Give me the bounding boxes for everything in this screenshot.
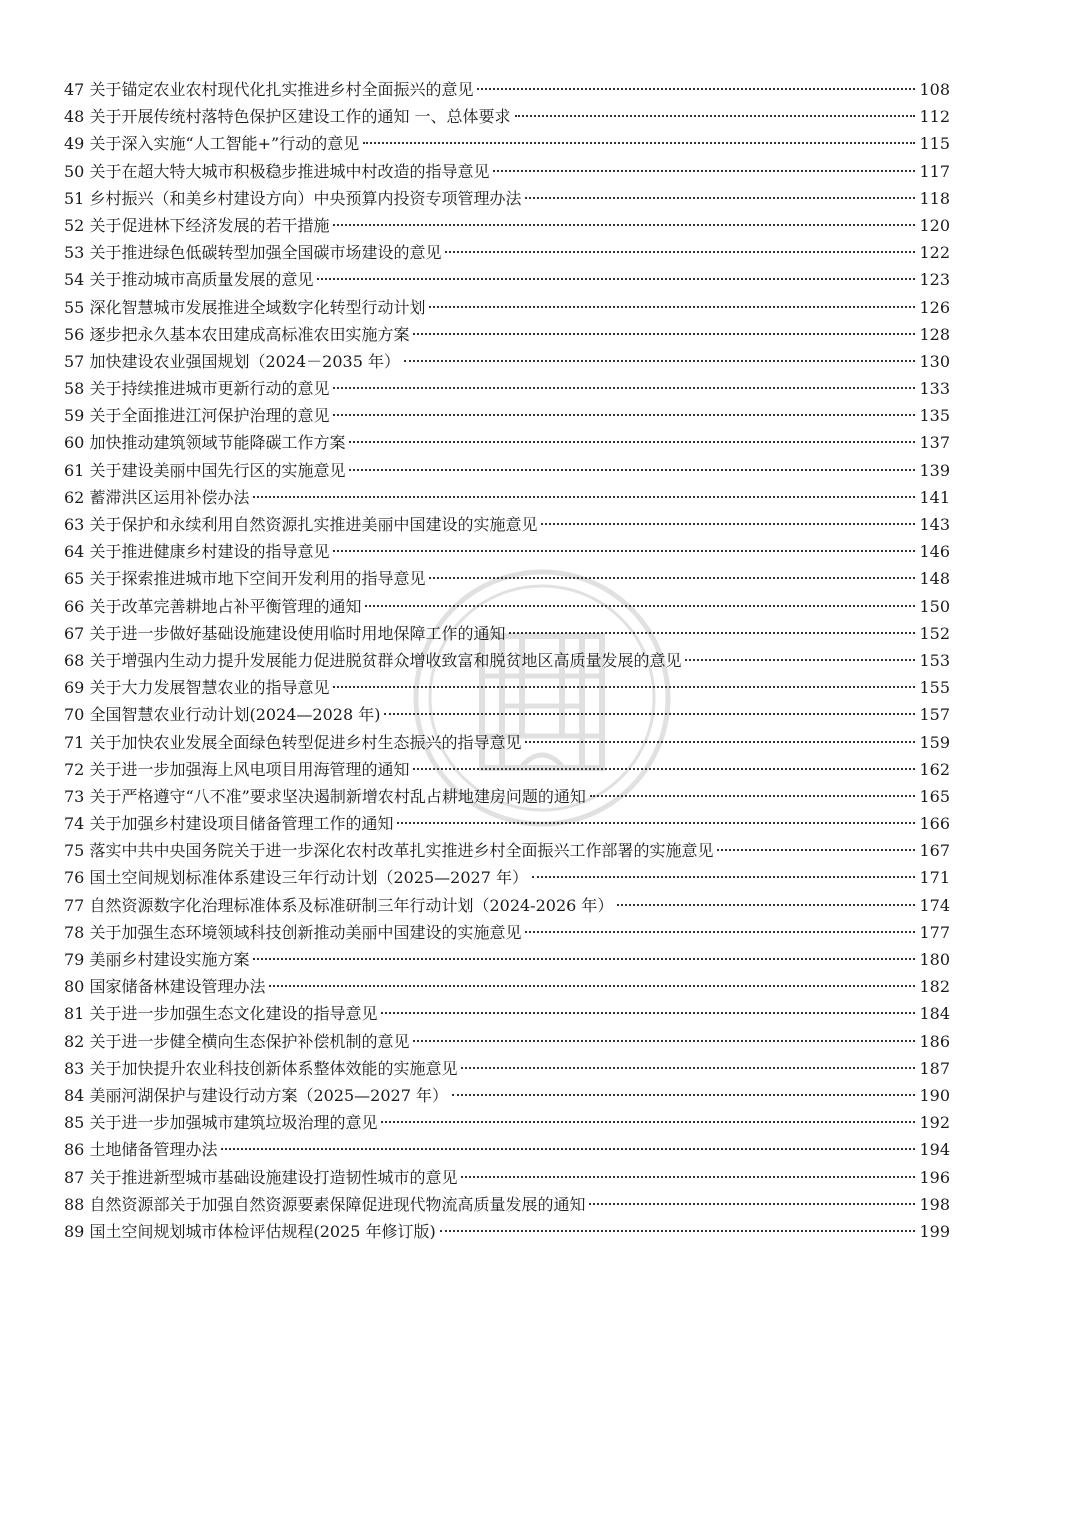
toc-entry[interactable]	[64, 701, 950, 728]
toc-entry-text: 蓄滞洪区运用补偿办法	[89, 487, 250, 507]
toc-page-number: 120	[919, 215, 950, 235]
toc-page-number: 177	[919, 922, 950, 942]
dot-leader	[413, 333, 915, 335]
toc-page-number: 192	[919, 1113, 950, 1133]
toc-entry-title	[64, 946, 249, 973]
toc-entry[interactable]	[64, 946, 950, 973]
toc-entry[interactable]	[64, 103, 950, 130]
toc-entry[interactable]	[64, 1028, 950, 1055]
toc-entry-title	[64, 402, 329, 429]
toc-entry[interactable]	[64, 185, 950, 212]
toc-entry-number: 70	[64, 705, 85, 725]
dot-leader	[381, 1012, 915, 1014]
toc-entry-title	[64, 1055, 457, 1082]
toc-entry-title	[64, 620, 505, 647]
toc-entry-number: 59	[64, 406, 85, 426]
toc-entry[interactable]	[64, 973, 950, 1000]
toc-entry-title	[64, 565, 425, 592]
dot-leader	[685, 659, 915, 661]
dot-leader	[589, 1203, 915, 1205]
dot-leader	[413, 1040, 915, 1042]
toc-entry-number: 78	[64, 922, 85, 942]
toc-entry-number: 65	[64, 569, 85, 589]
toc-entry-title	[64, 973, 265, 1000]
toc-entry-number: 57	[64, 351, 85, 371]
toc-entry-text: 关于促进林下经济发展的若干措施	[89, 215, 330, 235]
dot-leader	[333, 686, 915, 688]
toc-entry-text: 关于进一步加强海上风电项目用海管理的通知	[89, 759, 410, 779]
toc-entry-title	[64, 701, 380, 728]
toc-entry[interactable]	[64, 212, 950, 239]
toc-entry[interactable]	[64, 158, 950, 185]
toc-entry-text: 关于全面推进江河保护治理的意见	[89, 406, 330, 426]
toc-entry-number: 73	[64, 786, 85, 806]
dot-leader	[541, 523, 915, 525]
toc-entry[interactable]	[64, 321, 950, 348]
toc-page-number: 180	[919, 950, 950, 969]
toc-entry-number: 63	[64, 515, 85, 534]
toc-entry-text: 关于进一步加强城市建筑垃圾治理的意见	[89, 1113, 378, 1133]
toc-entry-number: 47	[64, 80, 85, 99]
toc-page-number: 135	[919, 406, 950, 426]
dot-leader	[333, 550, 915, 552]
toc-entry[interactable]	[64, 266, 950, 293]
dot-leader	[269, 985, 915, 987]
dot-leader	[317, 278, 915, 280]
toc-entry-text: 关于加快提升农业科技创新体系整体效能的实施意见	[89, 1058, 458, 1078]
toc-entry-number: 80	[64, 977, 85, 997]
toc-entry-number: 64	[64, 542, 85, 562]
toc-page-number: 141	[919, 487, 950, 507]
toc-entry-title	[64, 158, 489, 185]
toc-entry[interactable]	[64, 76, 950, 103]
toc-entry-text: 关于加强生态环境领域科技创新推动美丽中国建设的实施意见	[89, 922, 522, 942]
dot-leader	[452, 1094, 915, 1096]
toc-entry-title	[64, 239, 441, 266]
toc-entry-number: 66	[64, 596, 85, 616]
toc-entry-number: 71	[64, 732, 85, 752]
toc-entry[interactable]	[64, 1136, 950, 1163]
toc-page-number: 153	[919, 650, 950, 670]
toc-page-number: 196	[919, 1167, 950, 1187]
toc-entry-number: 81	[64, 1004, 85, 1024]
toc-entry-title	[64, 1082, 448, 1109]
toc-entry-title	[64, 76, 473, 103]
toc-entry-text: 乡村振兴（和美乡村建设方向）中央预算内投资专项管理办法	[89, 188, 522, 208]
toc-entry[interactable]	[64, 1109, 950, 1136]
dot-leader	[515, 115, 916, 117]
dot-leader	[384, 713, 915, 715]
toc-entry-title	[64, 375, 329, 402]
toc-entry-text: 关于进一步健全横向生态保护补偿机制的意见	[89, 1031, 410, 1051]
toc-entry-text: 关于持续推进城市更新行动的意见	[89, 379, 330, 399]
toc-entry[interactable]	[64, 1000, 950, 1027]
dot-leader	[349, 469, 915, 471]
toc-entry[interactable]	[64, 429, 950, 456]
toc-entry-text: 美丽河湖保护与建设行动方案（2025—2027 年）	[89, 1085, 448, 1105]
toc-entry-text: 加快推动建筑领域节能降碳工作方案	[89, 433, 346, 453]
toc-page-number: 150	[919, 596, 950, 616]
toc-page-number: 117	[919, 161, 950, 181]
toc-entry[interactable]	[64, 1218, 950, 1245]
toc-entry-title	[64, 538, 329, 565]
toc-page-number: 186	[919, 1031, 950, 1051]
toc-page-number: 122	[919, 243, 950, 263]
toc-page-number: 118	[919, 188, 950, 208]
toc-entry-number: 68	[64, 650, 85, 670]
dot-leader	[381, 1121, 915, 1123]
toc-entry-title	[64, 593, 361, 620]
toc-page-number: 115	[919, 134, 950, 154]
toc-entry-title	[64, 348, 400, 375]
dot-leader	[493, 170, 915, 172]
toc-entry[interactable]	[64, 130, 950, 157]
dot-leader	[509, 632, 915, 634]
toc-entry-number: 85	[64, 1113, 85, 1133]
toc-entry-text: 关于推动城市高质量发展的意见	[89, 270, 314, 290]
toc-entry[interactable]	[64, 348, 950, 375]
toc-entry-text: 关于进一步做好基础设施建设使用临时用地保障工作的通知	[89, 623, 506, 643]
dot-leader	[429, 577, 915, 579]
toc-entry-text: 关于建设美丽中国先行区的实施意见	[89, 460, 346, 480]
dot-leader	[363, 142, 915, 144]
toc-entry-number: 60	[64, 433, 85, 453]
toc-entry-number: 48	[64, 107, 85, 127]
toc-page-number: 126	[919, 297, 950, 317]
dot-leader	[365, 605, 915, 607]
toc-page-number: 165	[919, 786, 950, 806]
toc-entry-title	[64, 1000, 377, 1027]
toc-entry-title	[64, 266, 313, 293]
dot-leader	[333, 414, 915, 416]
dot-leader	[413, 768, 915, 770]
toc-entry[interactable]	[64, 511, 950, 538]
toc-entry[interactable]	[64, 402, 950, 429]
toc-page-number: 187	[919, 1058, 950, 1078]
toc-page-number: 130	[919, 351, 950, 371]
toc-entry-title	[64, 103, 511, 130]
toc-entry-title	[64, 729, 521, 756]
toc-entry[interactable]	[64, 919, 950, 946]
toc-page-number: 157	[919, 705, 950, 725]
toc-entry-number: 69	[64, 678, 85, 698]
toc-entry-text: 关于进一步加强生态文化建设的指导意见	[89, 1004, 378, 1024]
toc-entry-title	[64, 212, 329, 239]
toc-entry[interactable]	[64, 864, 950, 891]
toc-entry-title	[64, 756, 409, 783]
toc-page-number: 174	[919, 895, 950, 915]
toc-entry[interactable]	[64, 239, 950, 266]
toc-page-number: 198	[919, 1194, 950, 1214]
toc-page-number: 167	[919, 841, 950, 861]
toc-entry[interactable]	[64, 729, 950, 756]
toc-entry-title	[64, 810, 393, 837]
toc-entry-text: 美丽乡村建设实施方案	[89, 950, 250, 969]
toc-entry-text: 关于锚定农业农村现代化扎实推进乡村全面振兴的意见	[89, 80, 474, 99]
toc-entry[interactable]	[64, 674, 950, 701]
toc-entry-text: 自然资源数字化治理标准体系及标准研制三年行动计划（2024-2026 年）	[89, 895, 614, 915]
toc-entry-number: 56	[64, 324, 85, 344]
toc-entry[interactable]	[64, 1082, 950, 1109]
table-of-contents	[64, 76, 950, 1245]
dot-leader	[525, 741, 915, 743]
toc-entry-title	[64, 1164, 457, 1191]
toc-entry-title	[64, 892, 613, 919]
toc-entry-number: 79	[64, 950, 85, 969]
dot-leader	[253, 496, 915, 498]
toc-entry-number: 67	[64, 623, 85, 643]
toc-entry-number: 75	[64, 841, 85, 861]
toc-entry-text: 关于增强内生动力提升发展能力促进脱贫群众增收致富和脱贫地区高质量发展的意见	[89, 650, 682, 670]
toc-page-number: 159	[919, 732, 950, 752]
dot-leader	[445, 251, 915, 253]
toc-page-number: 152	[919, 623, 950, 643]
toc-entry-title	[64, 1191, 585, 1218]
toc-page-number: 133	[919, 379, 950, 399]
dot-leader	[349, 441, 915, 443]
toc-entry-number: 88	[64, 1194, 85, 1214]
toc-entry-number: 82	[64, 1031, 85, 1051]
toc-entry-text: 关于加快农业发展全面绿色转型促进乡村生态振兴的指导意见	[89, 732, 522, 752]
toc-entry[interactable]	[64, 294, 950, 321]
toc-entry-text: 落实中共中央国务院关于进一步深化农村改革扎实推进乡村全面振兴工作部署的实施意见	[89, 841, 714, 861]
toc-entry-text: 关于推进绿色低碳转型加强全国碳市场建设的意见	[89, 243, 442, 263]
toc-page-number: 184	[919, 1004, 950, 1024]
toc-entry-number: 72	[64, 759, 85, 779]
toc-entry-title	[64, 185, 521, 212]
toc-entry-number: 58	[64, 379, 85, 399]
toc-entry-text: 关于在超大特大城市积极稳步推进城中村改造的指导意见	[89, 161, 490, 181]
toc-entry-number: 52	[64, 215, 85, 235]
dot-leader	[333, 224, 915, 226]
toc-entry[interactable]	[64, 647, 950, 674]
toc-page-number: 162	[919, 759, 950, 779]
toc-entry-title	[64, 130, 359, 157]
toc-entry-title	[64, 484, 249, 511]
toc-page-number: 199	[919, 1221, 950, 1241]
toc-entry-text: 关于深入实施“人工智能+”行动的意见	[89, 134, 360, 154]
toc-entry-number: 54	[64, 270, 85, 290]
toc-entry[interactable]	[64, 593, 950, 620]
toc-entry-text: 关于加强乡村建设项目储备管理工作的通知	[89, 814, 394, 834]
toc-page-number: 182	[919, 977, 950, 997]
toc-entry-number: 86	[64, 1140, 85, 1160]
dot-leader	[532, 876, 915, 878]
toc-entry-text: 关于推进健康乡村建设的指导意见	[89, 542, 330, 562]
toc-entry-text: 国家储备林建设管理办法	[89, 977, 266, 997]
toc-entry-number: 53	[64, 243, 85, 263]
toc-entry-text: 深化智慧城市发展推进全域数字化转型行动计划	[89, 297, 426, 317]
toc-page-number: 143	[919, 515, 950, 534]
toc-entry-title	[64, 1109, 377, 1136]
toc-entry-text: 关于保护和永续利用自然资源扎实推进美丽中国建设的实施意见	[89, 515, 538, 534]
toc-entry-number: 76	[64, 868, 85, 888]
toc-entry[interactable]	[64, 756, 950, 783]
toc-entry-title	[64, 294, 425, 321]
toc-entry-text: 土地储备管理办法	[89, 1140, 218, 1160]
dot-leader	[461, 1176, 915, 1178]
toc-page-number: 148	[919, 569, 950, 589]
toc-entry-title	[64, 674, 329, 701]
toc-page-number: 123	[919, 270, 950, 290]
toc-entry-number: 50	[64, 161, 85, 181]
toc-page-number: 128	[919, 324, 950, 344]
dot-leader	[429, 306, 915, 308]
dot-leader	[221, 1148, 915, 1150]
toc-entry-number: 77	[64, 895, 85, 915]
toc-entry-title	[64, 783, 586, 810]
toc-entry[interactable]	[64, 620, 950, 647]
toc-entry[interactable]	[64, 1164, 950, 1191]
dot-leader	[253, 958, 915, 960]
toc-entry[interactable]	[64, 837, 950, 864]
dot-leader	[440, 1230, 916, 1232]
toc-entry-text: 国土空间规划标准体系建设三年行动计划（2025—2027 年）	[89, 868, 528, 888]
toc-entry[interactable]	[64, 484, 950, 511]
toc-entry-title	[64, 429, 345, 456]
toc-entry[interactable]	[64, 565, 950, 592]
toc-page-number: 166	[919, 814, 950, 834]
toc-entry-number: 62	[64, 487, 85, 507]
toc-page-number: 112	[919, 107, 950, 127]
toc-entry-text: 国土空间规划城市体检评估规程(2025 年修订版)	[89, 1221, 436, 1241]
toc-entry-title	[64, 837, 713, 864]
toc-entry-title	[64, 919, 521, 946]
toc-entry-title	[64, 321, 409, 348]
toc-entry-number: 61	[64, 460, 85, 480]
dot-leader	[477, 88, 915, 90]
toc-entry-number: 84	[64, 1085, 85, 1105]
toc-entry-title	[64, 457, 345, 484]
toc-entry-title	[64, 1136, 217, 1163]
toc-entry-text: 关于推进新型城市基础设施建设打造韧性城市的意见	[89, 1167, 458, 1187]
dot-leader	[525, 931, 915, 933]
toc-page-number: 190	[919, 1085, 950, 1105]
toc-entry-number: 51	[64, 188, 85, 208]
dot-leader	[461, 1067, 915, 1069]
toc-page-number: 146	[919, 542, 950, 562]
toc-entry[interactable]	[64, 810, 950, 837]
toc-entry[interactable]	[64, 892, 950, 919]
toc-page-number: 137	[919, 433, 950, 453]
dot-leader	[404, 360, 915, 362]
dot-leader	[525, 197, 915, 199]
toc-entry[interactable]	[64, 783, 950, 810]
toc-entry-title	[64, 1218, 436, 1245]
toc-page-number: 171	[919, 868, 950, 888]
toc-entry-text: 关于开展传统村落特色保护区建设工作的通知 一、总体要求	[89, 107, 511, 127]
toc-entry[interactable]	[64, 1055, 950, 1082]
dot-leader	[617, 904, 915, 906]
toc-entry[interactable]	[64, 457, 950, 484]
toc-page-number: 155	[919, 678, 950, 698]
dot-leader	[333, 387, 915, 389]
dot-leader	[717, 849, 915, 851]
toc-entry-text: 自然资源部关于加强自然资源要素保障促进现代物流高质量发展的通知	[89, 1194, 586, 1214]
toc-entry-title	[64, 864, 528, 891]
toc-entry-text: 关于大力发展智慧农业的指导意见	[89, 678, 330, 698]
toc-page-number: 194	[919, 1140, 950, 1160]
toc-entry-title	[64, 511, 537, 538]
toc-entry[interactable]	[64, 375, 950, 402]
toc-entry-number: 89	[64, 1221, 85, 1241]
toc-entry[interactable]	[64, 1191, 950, 1218]
toc-entry[interactable]	[64, 538, 950, 565]
toc-entry-number: 83	[64, 1058, 85, 1078]
dot-leader	[397, 822, 915, 824]
toc-entry-text: 逐步把永久基本农田建成高标准农田实施方案	[89, 324, 410, 344]
toc-entry-text: 全国智慧农业行动计划(2024—2028 年)	[89, 705, 381, 725]
toc-page-number: 108	[919, 80, 950, 99]
toc-entry-title	[64, 647, 681, 674]
toc-entry-number: 87	[64, 1167, 85, 1187]
toc-entry-number: 49	[64, 134, 85, 154]
toc-entry-text: 关于探索推进城市地下空间开发利用的指导意见	[89, 569, 426, 589]
toc-entry-number: 55	[64, 297, 85, 317]
toc-entry-number: 74	[64, 814, 85, 834]
toc-entry-text: 关于改革完善耕地占补平衡管理的通知	[89, 596, 362, 616]
toc-entry-title	[64, 1028, 409, 1055]
toc-page-number: 139	[919, 460, 950, 480]
dot-leader	[590, 795, 916, 797]
toc-entry-text: 加快建设农业强国规划（2024－2035 年）	[89, 351, 400, 371]
toc-entry-text: 关于严格遵守“八不准”要求坚决遏制新增农村乱占耕地建房问题的通知	[89, 786, 586, 806]
